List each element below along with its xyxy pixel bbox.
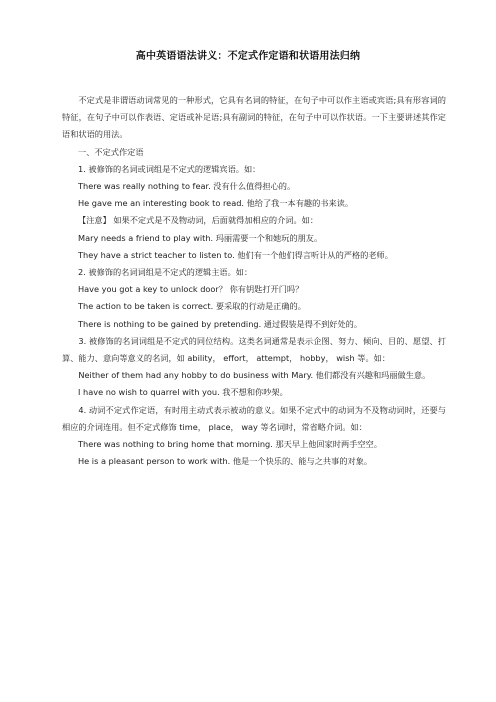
intro-paragraph: 不定式是非谓语动词常见的一种形式，它具有名词的特征，在句子中可以作主语或宾语;具有形容词的特征，在句子中可以作表语、定语或补足语;具有副词的特征，在句子中可以作状语。一下主要讲述其作定语和状语的用法。 bbox=[62, 95, 446, 140]
example-line: He is a pleasant person to work with. 他是一个快乐的、能与之共事的对象。 bbox=[78, 456, 373, 467]
item-line: 1. 被修饰的名词或词组是不定式的逻辑宾语。如： bbox=[78, 163, 261, 174]
example-line: Have you got a key to unlock door？ 你有钥匙打开门吗？ bbox=[78, 284, 304, 295]
note-line: 【注意】 如果不定式是不及物动词，后面就得加相应的介词。如： bbox=[78, 215, 319, 226]
example-line: There is nothing to be gained by pretending. 通过假装是得不到好处的。 bbox=[78, 318, 363, 329]
document-title: 高中英语语法讲义：不定式作定语和状语用法归纳 bbox=[135, 51, 361, 62]
item4-paragraph: 4. 动词不定式作定语，有时用主动式表示被动的意义。如果不定式中的动词为不及物动词时，还要与相应的介词连用。但不定式修饰 time， place， way 等名词时，常省略介词。如： bbox=[62, 404, 446, 432]
section-heading: 一、不定式作定语 bbox=[78, 146, 144, 157]
example-line: Neither of them had any hobby to do business with Mary. 他们都没有兴趣和玛丽做生意。 bbox=[78, 370, 431, 381]
item-line: 2. 被修饰的名词词组是不定式的逻辑主语。如： bbox=[78, 267, 253, 278]
example-line: There was nothing to bring home that morning. 那天早上他回家时两手空空。 bbox=[78, 439, 382, 450]
document-body bbox=[62, 92, 446, 470]
item3-paragraph: 3. 被修饰的名词词组是不定式的同位结构。这类名词通常是表示企图、努力、倾向、目的、愿望、打算、能力、意向等意义的名词，如 ability， effort， attempt， hobby， wish 等。如： bbox=[62, 335, 446, 364]
example-line: They have a strict teacher to listen to. 他们有一个他们得言听计从的严格的老师。 bbox=[78, 249, 393, 260]
example-line: Mary needs a friend to play with. 玛丽需要一个和她玩的朋友。 bbox=[78, 232, 323, 243]
example-line: The action to be taken is correct. 要采取的行动是正确的。 bbox=[78, 301, 306, 312]
example-line: He gave me an interesting book to read. 他给了我一本有趣的书来读。 bbox=[78, 198, 354, 209]
example-line: There was really nothing to fear. 没有什么值得担心的。 bbox=[78, 181, 296, 192]
example-line: I have no wish to quarrel with you. 我不想和你吵架。 bbox=[78, 387, 288, 398]
